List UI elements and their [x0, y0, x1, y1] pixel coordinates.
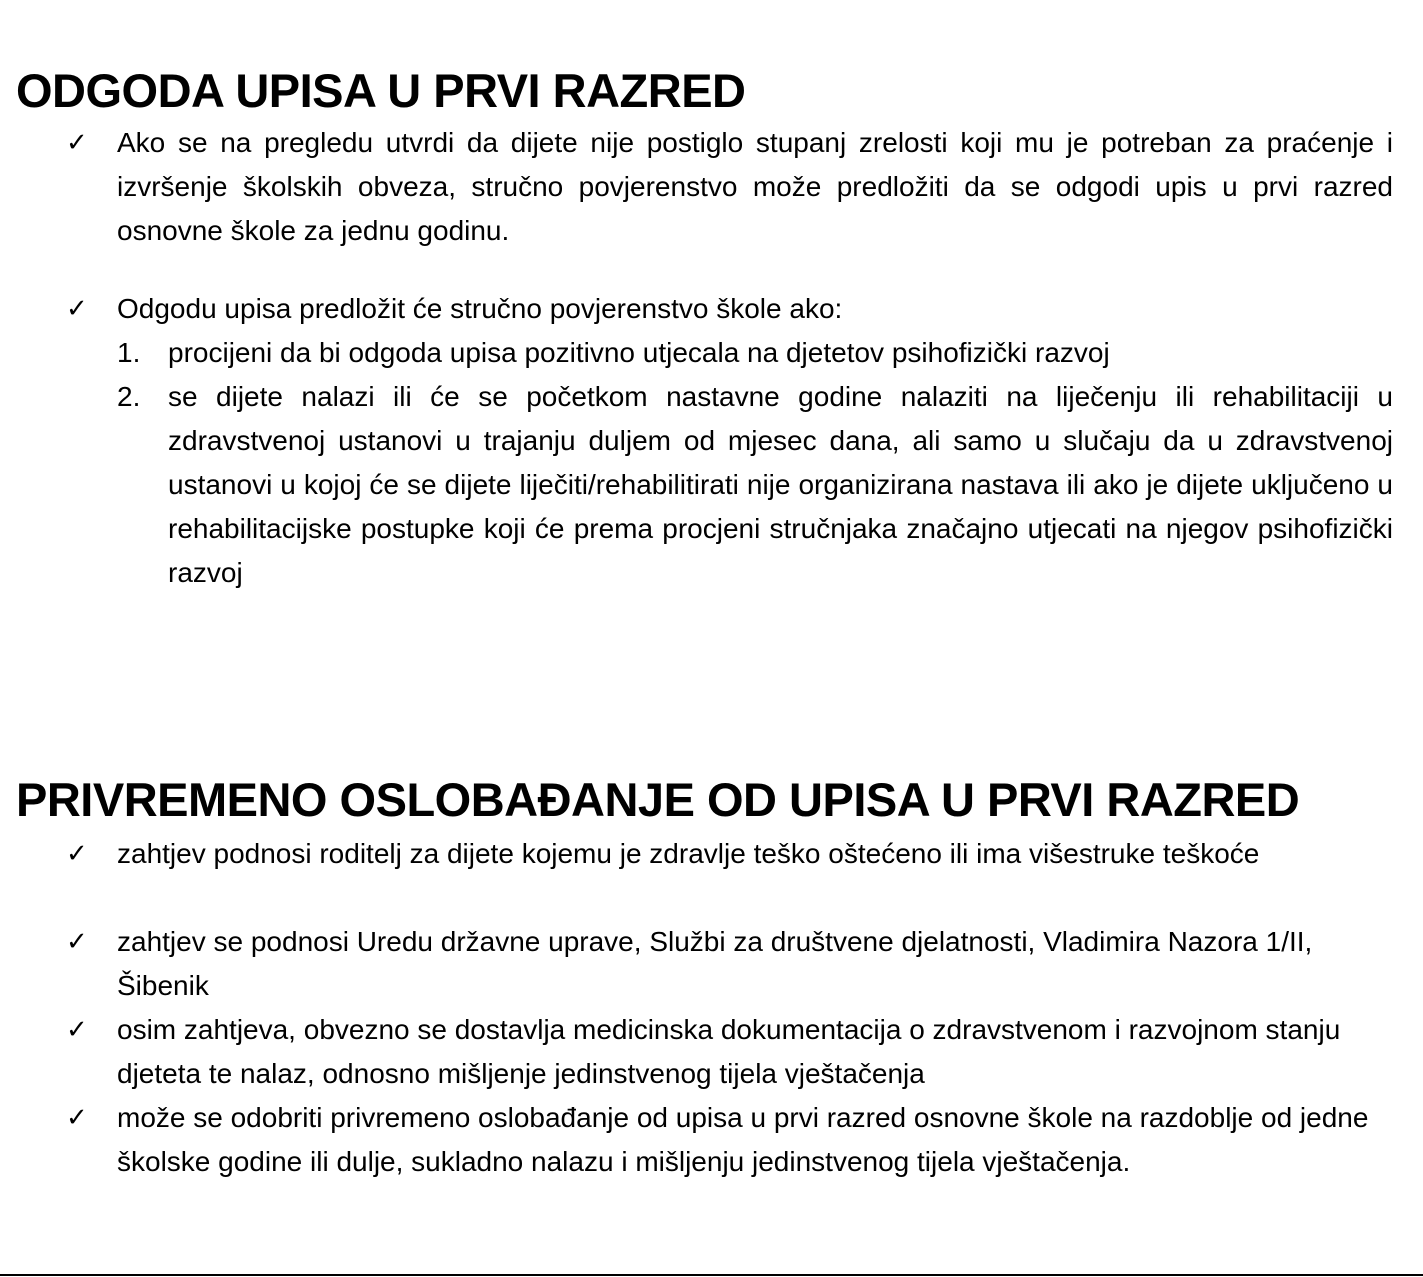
section-2-bullet-4 [66, 1096, 1393, 1184]
list-number: 1. [117, 337, 141, 368]
numbered-list [117, 331, 1393, 595]
bullet-text: može se odobriti privremeno oslobađanje od upisa u prvi razred osnovne škole na razdoblje od jedne školske godine ili dulje, sukladno nalazu i mišljenju jedinstvenog tijela vještačenja. [117, 1102, 1369, 1177]
section-2-title: PRIVREMENO OSLOBAĐANJE OD UPISA U PRVI RAZRED [16, 773, 1300, 826]
checkmark-icon: ✓ [66, 128, 88, 158]
list-item [117, 331, 1393, 375]
bullet-text: osim zahtjeva, obvezno se dostavlja medicinska dokumentacija o zdravstvenom i razvojnom stanju djeteta te nalaz, odnosno mišljenje jedinstvenog tijela vještačenja [117, 1014, 1341, 1089]
list-number: 2. [117, 381, 141, 412]
list-item-text: se dijete nalazi ili će se početkom nastavne godine nalaziti na liječenju ili rehabilitaciji u zdravstvenoj ustanovi u trajanju duljem od mjesec dana, ali samo u slučaju da u zdravstvenoj ustanovi u kojoj će se dijete liječiti/rehabilitirati nije organizirana nastava ili ako je dijete uključeno u rehabilitacijske postupke koji će prema procjeni stručnjaka značajno utjecati na njegov psihofizički razvoj [168, 381, 1393, 588]
section-2-bullet-2 [66, 920, 1393, 1008]
checkmark-icon: ✓ [66, 839, 88, 869]
section-1-bullet-2 [66, 287, 1393, 595]
section-2-bullet-1 [66, 832, 1393, 876]
bullet-text: Odgodu upisa predložit će stručno povjerenstvo škole ako: [117, 293, 843, 324]
list-item-text: procijeni da bi odgoda upisa pozitivno utjecala na djetetov psihofizički razvoj [168, 337, 1110, 368]
checkmark-icon: ✓ [66, 1103, 88, 1133]
checkmark-icon: ✓ [66, 927, 88, 957]
checkmark-icon: ✓ [66, 1015, 88, 1045]
bullet-text: Ako se na pregledu utvrdi da dijete nije postiglo stupanj zrelosti koji mu je potreban za praćenje i izvršenje školskih obveza, stručno povjerenstvo može predložiti da se odgodi upis u prvi razred osnovne škole za jednu godinu. [117, 127, 1393, 246]
section-1-bullet-1 [66, 121, 1393, 253]
list-item [117, 375, 1393, 595]
section-1-title: ODGODA UPISA U PRVI RAZRED [16, 64, 746, 117]
bullet-text: zahtjev se podnosi Uredu državne uprave, Službi za društvene djelatnosti, Vladimira Nazora 1/II, Šibenik [117, 926, 1313, 1001]
bullet-text: zahtjev podnosi roditelj za dijete kojemu je zdravlje teško oštećeno ili ima višestruke teškoće [117, 838, 1260, 869]
bottom-divider [0, 1274, 1423, 1276]
checkmark-icon: ✓ [66, 294, 88, 324]
section-2-bullet-3 [66, 1008, 1393, 1096]
